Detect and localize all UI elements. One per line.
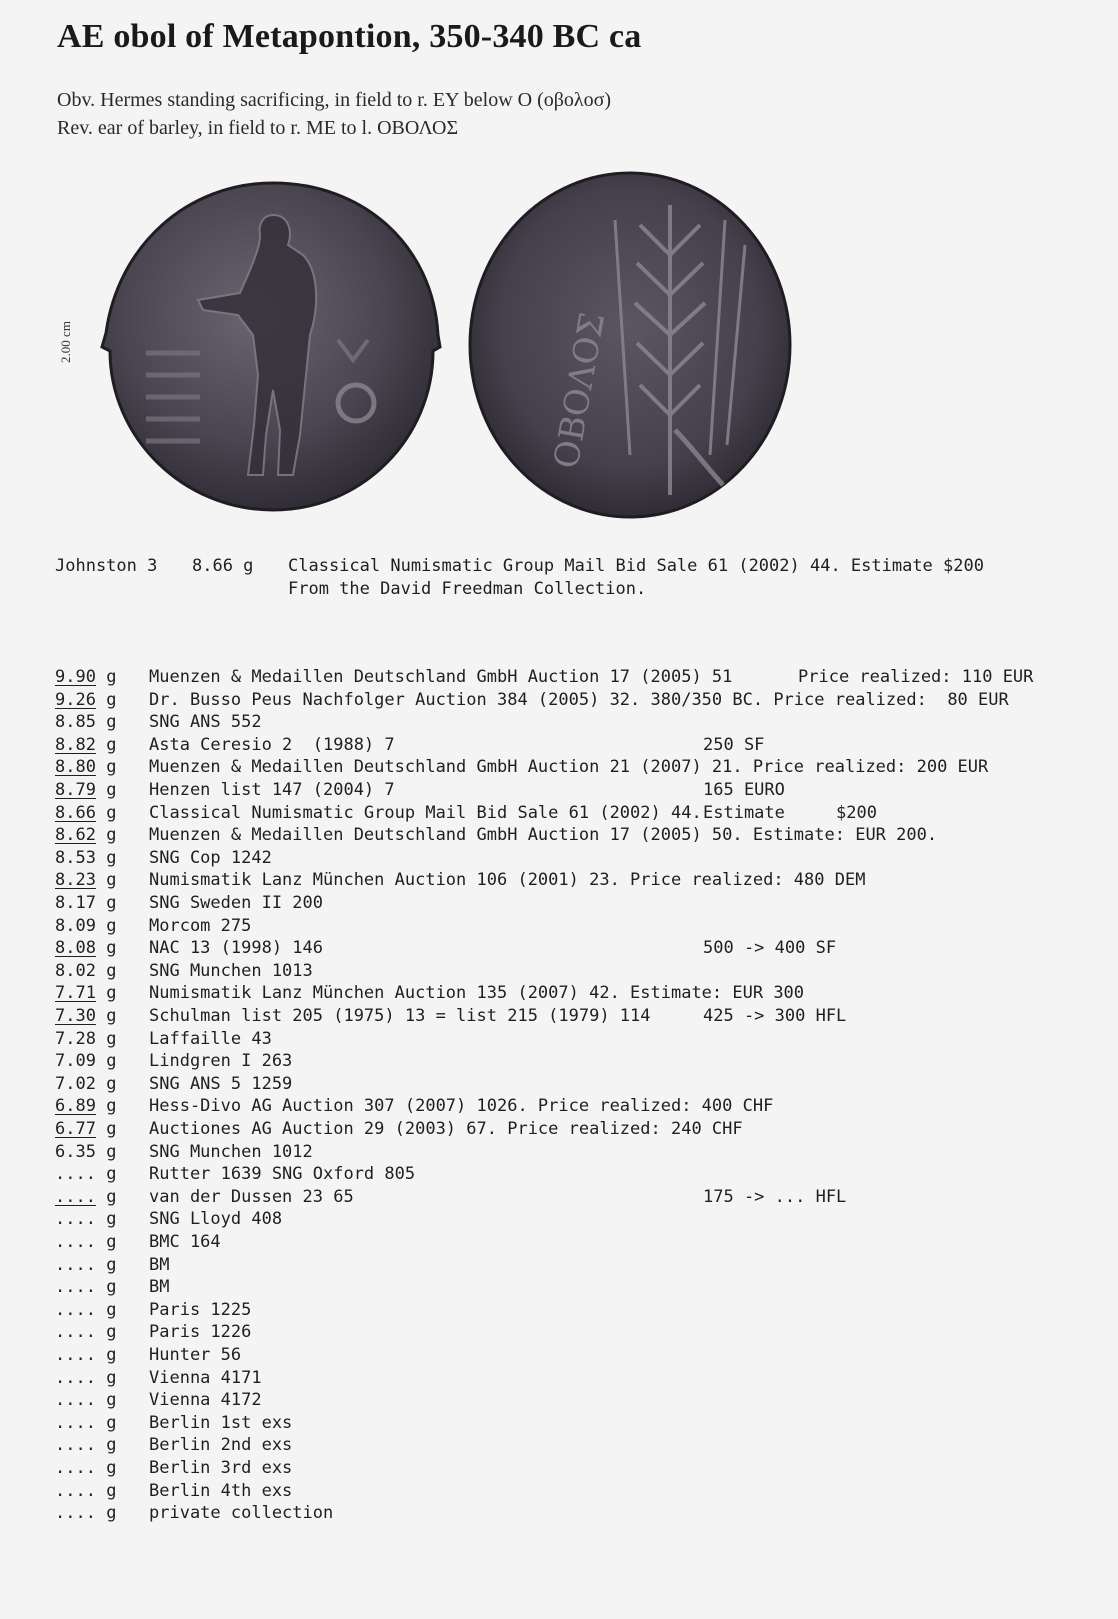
specimen-row <box>55 1255 1055 1277</box>
specimen-reference: SNG Lloyd 408 <box>149 1209 283 1230</box>
specimen-weight <box>55 1029 116 1049</box>
main-reference <box>55 556 984 656</box>
specimen-weight-unit: g <box>106 712 117 733</box>
specimen-weight-value: 6.35 <box>55 1141 96 1162</box>
specimen-weight <box>55 1390 116 1410</box>
specimen-weight-value: 7.02 <box>55 1073 96 1094</box>
specimen-reference: Muenzen & Medaillen Deutschland GmbH Auction 21 (2007) 21. Price realized: 200 EUR <box>149 757 989 778</box>
specimen-weight <box>55 1368 116 1388</box>
specimen-weight-unit: g <box>106 1458 117 1478</box>
specimen-weight-value: .... <box>55 1435 96 1456</box>
specimen-reference: NAC 13 (1998) 146 <box>149 938 323 959</box>
main-ref-weight: 8.66 g <box>192 556 254 576</box>
specimen-reference: Classical Numismatic Group Mail Bid Sale 61 (2002) 44. <box>149 802 702 823</box>
specimen-weight-value: 8.17 <box>55 893 96 913</box>
coin-obverse-image <box>88 175 458 520</box>
specimen-weight-value: 8.85 <box>55 712 96 733</box>
specimen-row <box>55 1187 1055 1209</box>
specimen-row <box>55 870 1055 892</box>
specimen-weight <box>55 1209 116 1229</box>
specimen-reference: Vienna 4172 <box>149 1390 262 1411</box>
specimen-row <box>55 1029 1055 1051</box>
specimen-weight <box>55 870 116 890</box>
specimen-weight-unit: g <box>106 1051 117 1072</box>
specimen-weight <box>55 1322 116 1342</box>
specimen-weight <box>55 1255 116 1275</box>
specimen-weight-unit: g <box>106 1232 117 1252</box>
specimen-row <box>55 1435 1055 1457</box>
specimen-weight-value: 8.80 <box>55 757 96 778</box>
specimen-weight-value: 8.09 <box>55 915 96 936</box>
specimen-weight <box>55 690 116 710</box>
specimen-weight <box>55 1187 116 1207</box>
specimen-row <box>55 1345 1055 1367</box>
specimen-reference: Paris 1225 <box>149 1299 252 1320</box>
specimen-weight <box>55 667 116 687</box>
specimen-weight-value: .... <box>55 1480 96 1501</box>
specimen-weight <box>55 1051 116 1071</box>
specimen-reference: SNG Sweden II 200 <box>149 893 323 913</box>
specimen-weight-value: 8.79 <box>55 780 96 800</box>
specimen-price: 425 -> 300 HFL <box>703 1006 847 1026</box>
specimen-weight-value: 7.28 <box>55 1028 96 1049</box>
specimen-row <box>55 1232 1055 1254</box>
specimen-weight-unit: g <box>106 847 117 868</box>
specimen-price: 175 -> ... HFL <box>703 1186 847 1207</box>
specimen-reference: Berlin 1st exs <box>149 1412 293 1433</box>
specimen-reference: Muenzen & Medaillen Deutschland GmbH Auction 17 (2005) 50. Estimate: EUR 200. <box>149 825 938 846</box>
specimen-row <box>55 825 1055 847</box>
specimen-reference: SNG Munchen 1012 <box>149 1141 313 1162</box>
specimen-weight-value: .... <box>55 1254 96 1275</box>
specimen-row <box>55 780 1055 802</box>
specimen-weight-value: 8.53 <box>55 847 96 868</box>
specimen-weight <box>55 1074 116 1094</box>
specimen-weight <box>55 1096 116 1116</box>
specimen-row <box>55 916 1055 938</box>
specimen-weight-unit: g <box>106 1119 117 1139</box>
specimen-weight-value: 8.23 <box>55 870 96 891</box>
specimen-weight-value: .... <box>55 1322 96 1343</box>
specimen-weight <box>55 961 116 981</box>
specimen-weight <box>55 1119 116 1139</box>
specimen-row <box>55 1503 1055 1525</box>
specimen-reference: van der Dussen 23 65 <box>149 1186 354 1207</box>
specimen-weight-unit: g <box>106 938 117 959</box>
specimen-reference: Henzen list 147 (2004) 7 <box>149 780 395 800</box>
specimen-weight-unit: g <box>106 780 117 800</box>
specimen-reference: Berlin 2nd exs <box>149 1435 293 1456</box>
specimen-weight-unit: g <box>106 1412 117 1433</box>
specimen-reference: Rutter 1639 SNG Oxford 805 <box>149 1164 416 1185</box>
specimen-weight-unit: g <box>106 825 117 846</box>
specimen-row <box>55 1413 1055 1435</box>
svg-text:ΟΒΟΛΟΣ: ΟΒΟΛΟΣ <box>546 309 614 472</box>
specimen-weight-unit: g <box>106 1141 117 1162</box>
specimen-weight-value: 6.89 <box>55 1096 96 1117</box>
specimen-weight-value: .... <box>55 1299 96 1320</box>
specimen-reference: SNG Munchen 1013 <box>149 960 313 981</box>
specimen-weight-value: 8.66 <box>55 802 96 823</box>
specimen-row <box>55 667 1055 689</box>
specimen-weight-value: .... <box>55 1458 96 1478</box>
specimen-weight-unit: g <box>106 1345 117 1365</box>
specimen-reference: Paris 1226 <box>149 1322 252 1343</box>
specimen-weight-unit: g <box>106 757 117 778</box>
specimen-price: Price realized: 110 EUR <box>798 667 1034 687</box>
specimen-row <box>55 893 1055 915</box>
specimen-reference: Numismatik Lanz München Auction 135 (2007) 42. Estimate: EUR 300 <box>149 983 805 1004</box>
specimen-row <box>55 1142 1055 1164</box>
specimen-weight-value: 8.02 <box>55 960 96 981</box>
specimen-row <box>55 1368 1055 1390</box>
specimen-reference: Lindgren I 263 <box>149 1051 293 1072</box>
specimen-reference: Vienna 4171 <box>149 1367 262 1388</box>
specimen-row <box>55 735 1055 757</box>
specimen-weight-value: .... <box>55 1164 96 1185</box>
specimen-reference: Berlin 3rd exs <box>149 1458 293 1478</box>
specimen-reference: Dr. Busso Peus Nachfolger Auction 384 (2005) 32. 380/350 BC. Price realized: 80 EUR <box>149 689 1009 710</box>
specimen-weight-value: .... <box>55 1186 96 1207</box>
specimen-weight-value: .... <box>55 1345 96 1365</box>
specimen-weight-value: 7.09 <box>55 1051 96 1072</box>
main-ref-provenance: From the David Freedman Collection. <box>288 579 647 599</box>
specimen-reference: Asta Ceresio 2 (1988) 7 <box>149 734 395 755</box>
specimen-reference: Numismatik Lanz München Auction 106 (2001) 23. Price realized: 480 DEM <box>149 870 866 891</box>
specimen-weight-value: .... <box>55 1209 96 1230</box>
specimen-weight-value: 8.82 <box>55 734 96 755</box>
specimen-weight <box>55 938 116 958</box>
specimen-weight-value: 7.71 <box>55 983 96 1004</box>
specimen-weight-unit: g <box>106 915 117 936</box>
specimen-row <box>55 803 1055 825</box>
specimen-weight-unit: g <box>106 1299 117 1320</box>
reverse-description: Rev. ear of barley, in field to r. ME to l. ΟΒΟΛΟΣ <box>57 117 459 139</box>
specimen-weight-unit: g <box>106 1028 117 1049</box>
specimen-weight-unit: g <box>106 893 117 913</box>
specimen-row <box>55 1458 1055 1480</box>
specimen-row <box>55 1006 1055 1028</box>
specimen-weight <box>55 1232 116 1252</box>
specimen-row <box>55 1051 1055 1073</box>
specimen-weight-unit: g <box>106 734 117 755</box>
specimen-weight-unit: g <box>106 1073 117 1094</box>
specimen-weight-unit: g <box>106 1186 117 1207</box>
specimen-reference: SNG ANS 552 <box>149 712 262 733</box>
specimen-weight <box>55 1345 116 1365</box>
specimen-row <box>55 961 1055 983</box>
specimen-weight <box>55 803 116 823</box>
main-ref-sale: Classical Numismatic Group Mail Bid Sale 61 (2002) 44. Estimate $200 <box>288 556 984 576</box>
specimen-weight-value: 7.30 <box>55 1006 96 1026</box>
specimen-weight <box>55 848 116 868</box>
specimen-weight-unit: g <box>106 1480 117 1501</box>
specimen-weight <box>55 735 116 755</box>
specimen-weight <box>55 983 116 1003</box>
specimen-reference: Auctiones AG Auction 29 (2003) 67. Price realized: 240 CHF <box>149 1119 743 1139</box>
specimen-row <box>55 757 1055 779</box>
specimen-weight <box>55 825 116 845</box>
main-ref-catalog: Johnston 3 <box>55 556 158 576</box>
specimen-weight-value: .... <box>55 1277 96 1298</box>
specimen-weight <box>55 1435 116 1455</box>
specimen-weight <box>55 893 116 913</box>
specimen-reference: BM <box>149 1277 170 1298</box>
specimen-row <box>55 1209 1055 1231</box>
specimen-row <box>55 1322 1055 1344</box>
specimen-weight <box>55 757 116 777</box>
specimen-row <box>55 1277 1055 1299</box>
specimen-weight-value: 9.26 <box>55 689 96 710</box>
specimen-weight <box>55 1277 116 1297</box>
specimen-row <box>55 1074 1055 1096</box>
specimen-weight-unit: g <box>106 667 117 687</box>
specimen-reference: Berlin 4th exs <box>149 1480 293 1501</box>
specimen-row <box>55 983 1055 1005</box>
specimen-weight <box>55 1006 116 1026</box>
page-title: AE obol of Metapontion, 350-340 BC ca <box>57 18 642 55</box>
specimen-reference: private collection <box>149 1503 334 1524</box>
specimen-weight-value: 8.08 <box>55 938 96 959</box>
specimen-weight-unit: g <box>106 983 117 1004</box>
specimen-weight-unit: g <box>106 1435 117 1456</box>
specimen-reference: Morcom 275 <box>149 915 252 936</box>
specimen-weight <box>55 1300 116 1320</box>
specimen-reference: Laffaille 43 <box>149 1028 272 1049</box>
specimen-reference: SNG Cop 1242 <box>149 847 272 868</box>
specimen-weight-unit: g <box>106 1390 117 1411</box>
specimen-weight <box>55 916 116 936</box>
specimen-row <box>55 1300 1055 1322</box>
specimen-weight-unit: g <box>106 1209 117 1230</box>
specimen-price: Estimate $200 <box>703 802 877 823</box>
specimen-reference: Schulman list 205 (1975) 13 = list 215 (1979) 114 <box>149 1006 651 1026</box>
specimen-weight-unit: g <box>106 802 117 823</box>
specimen-reference: Muenzen & Medaillen Deutschland GmbH Auction 17 (2005) 51 <box>149 667 733 687</box>
specimen-price: 500 -> 400 SF <box>703 938 837 959</box>
specimen-weight <box>55 1481 116 1501</box>
specimen-weight-unit: g <box>106 1367 117 1388</box>
specimen-weight-unit: g <box>106 960 117 981</box>
specimen-weight-value: .... <box>55 1390 96 1411</box>
specimen-weight-unit: g <box>106 1322 117 1343</box>
scale-label: 2.00 cm <box>58 321 73 363</box>
specimen-row <box>55 712 1055 734</box>
specimen-reference: SNG ANS 5 1259 <box>149 1073 293 1094</box>
specimen-weight-unit: g <box>106 1503 117 1524</box>
specimen-row <box>55 1164 1055 1186</box>
specimen-weight <box>55 1458 116 1478</box>
specimen-weight-unit: g <box>106 1277 117 1298</box>
specimen-weight-unit: g <box>106 689 117 710</box>
specimen-weight <box>55 1164 116 1184</box>
specimen-weight-unit: g <box>106 1096 117 1117</box>
specimen-weight-unit: g <box>106 1006 117 1026</box>
specimen-row <box>55 848 1055 870</box>
specimen-weight <box>55 780 116 800</box>
specimen-weight-value: .... <box>55 1232 96 1252</box>
specimen-reference: BMC 164 <box>149 1232 221 1252</box>
specimen-price: 250 SF <box>703 734 765 755</box>
specimen-weight-value: .... <box>55 1367 96 1388</box>
specimen-row <box>55 1096 1055 1118</box>
specimen-reference: Hunter 56 <box>149 1345 242 1365</box>
specimen-row <box>55 1119 1055 1141</box>
specimen-weight-value: .... <box>55 1503 96 1524</box>
specimen-price: 165 EURO <box>703 780 785 800</box>
specimen-weight-unit: g <box>106 870 117 891</box>
specimen-reference: BM <box>149 1254 170 1275</box>
coin-reverse-image <box>465 165 795 525</box>
specimen-weight <box>55 1413 116 1433</box>
specimen-weight-value: .... <box>55 1412 96 1433</box>
specimen-weight-unit: g <box>106 1164 117 1185</box>
specimen-weight <box>55 1142 116 1162</box>
specimen-weight-value: 6.77 <box>55 1119 96 1139</box>
obverse-description: Obv. Hermes standing sacrificing, in field to r. EY below O (οβολοσ) <box>57 89 612 111</box>
specimen-weight-value: 8.62 <box>55 825 96 846</box>
specimen-row <box>55 938 1055 960</box>
specimen-row <box>55 1481 1055 1503</box>
specimen-weight <box>55 1503 116 1523</box>
specimen-weight-unit: g <box>106 1254 117 1275</box>
specimen-weight-value: 9.90 <box>55 667 96 687</box>
specimen-reference: Hess-Divo AG Auction 307 (2007) 1026. Price realized: 400 CHF <box>149 1096 774 1117</box>
specimen-row <box>55 690 1055 712</box>
specimen-weight <box>55 712 116 732</box>
specimen-row <box>55 1390 1055 1412</box>
